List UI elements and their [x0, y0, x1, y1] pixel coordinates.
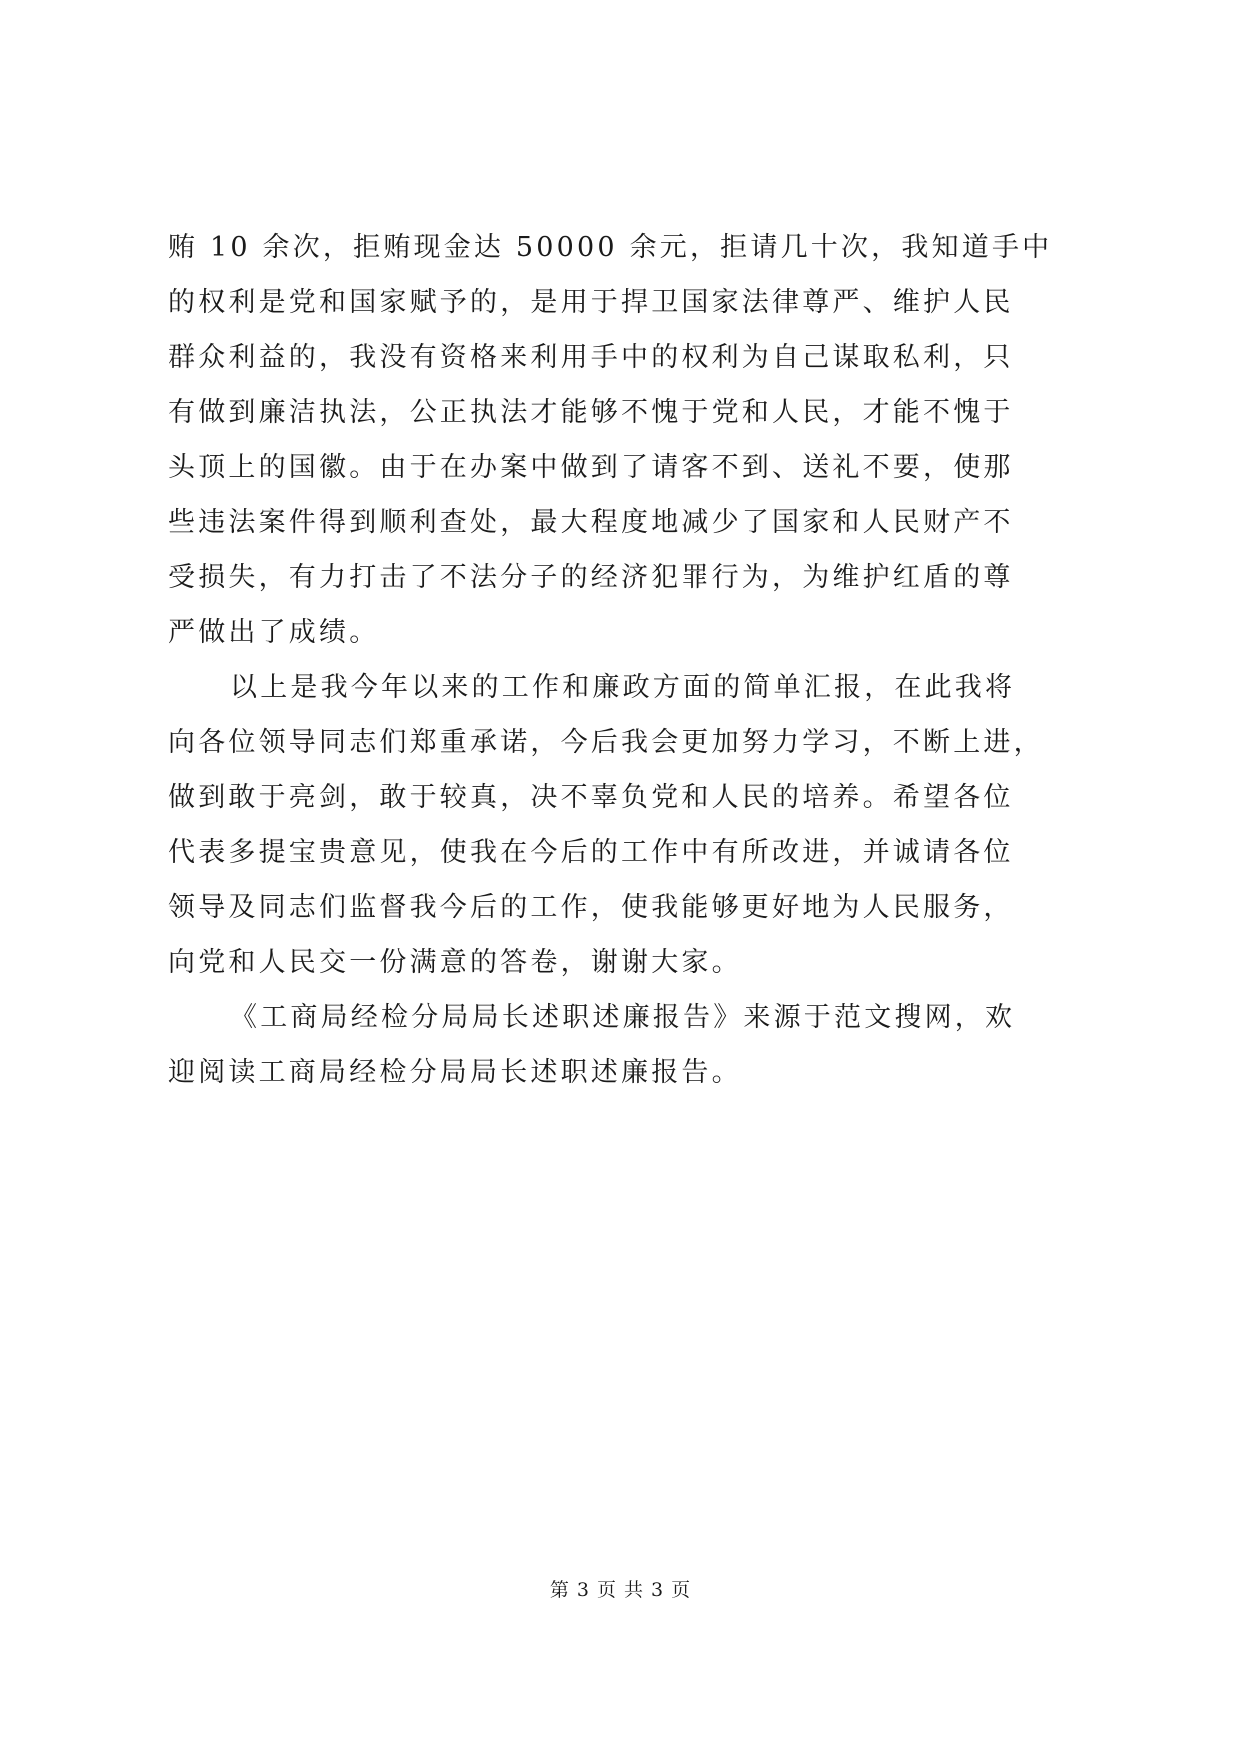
paragraph-3-line-2: 迎阅读工商局经检分局局长述职述廉报告。	[168, 1057, 742, 1088]
paragraph-2-line-2: 向各位领导同志们郑重承诺，今后我会更加努力学习，不断上进，	[168, 727, 1044, 758]
paragraph-2-line-1: 以上是我今年以来的工作和廉政方面的简单汇报，在此我将	[230, 672, 1016, 703]
paragraph-1-line-8: 严做出了成绩。	[168, 617, 380, 648]
paragraph-3-line-1: 《工商局经检分局局长述职述廉报告》来源于范文搜网，欢	[230, 1002, 1016, 1033]
paragraph-1-line-4: 有做到廉洁执法，公正执法才能够不愧于党和人民，才能不愧于	[168, 397, 1014, 428]
paragraph-2-line-3: 做到敢于亮剑，敢于较真，决不辜负党和人民的培养。希望各位	[168, 782, 1014, 813]
paragraph-1-line-3: 群众利益的，我没有资格来利用手中的权利为自己谋取私利，只	[168, 342, 1014, 373]
paragraph-2-line-6: 向党和人民交一份满意的答卷，谢谢大家。	[168, 947, 742, 978]
paragraph-1-line-6: 些违法案件得到顺利查处，最大程度地减少了国家和人民财产不	[168, 507, 1014, 538]
page-footer: 第 3 页 共 3 页	[549, 1579, 692, 1601]
paragraph-1-line-1: 贿 10 余次，拒贿现金达 50000 余元，拒请几十次，我知道手中	[168, 232, 1053, 263]
paragraph-1-line-5: 头顶上的国徽。由于在办案中做到了请客不到、送礼不要，使那	[168, 452, 1014, 483]
paragraph-2-line-4: 代表多提宝贵意见，使我在今后的工作中有所改进，并诚请各位	[168, 837, 1014, 868]
paragraph-1-line-2: 的权利是党和国家赋予的，是用于捍卫国家法律尊严、维护人民	[168, 287, 1014, 318]
paragraph-2-line-5: 领导及同志们监督我今后的工作，使我能够更好地为人民服务，	[168, 892, 1014, 923]
paragraph-1-line-7: 受损失，有力打击了不法分子的经济犯罪行为，为维护红盾的尊	[168, 562, 1014, 593]
